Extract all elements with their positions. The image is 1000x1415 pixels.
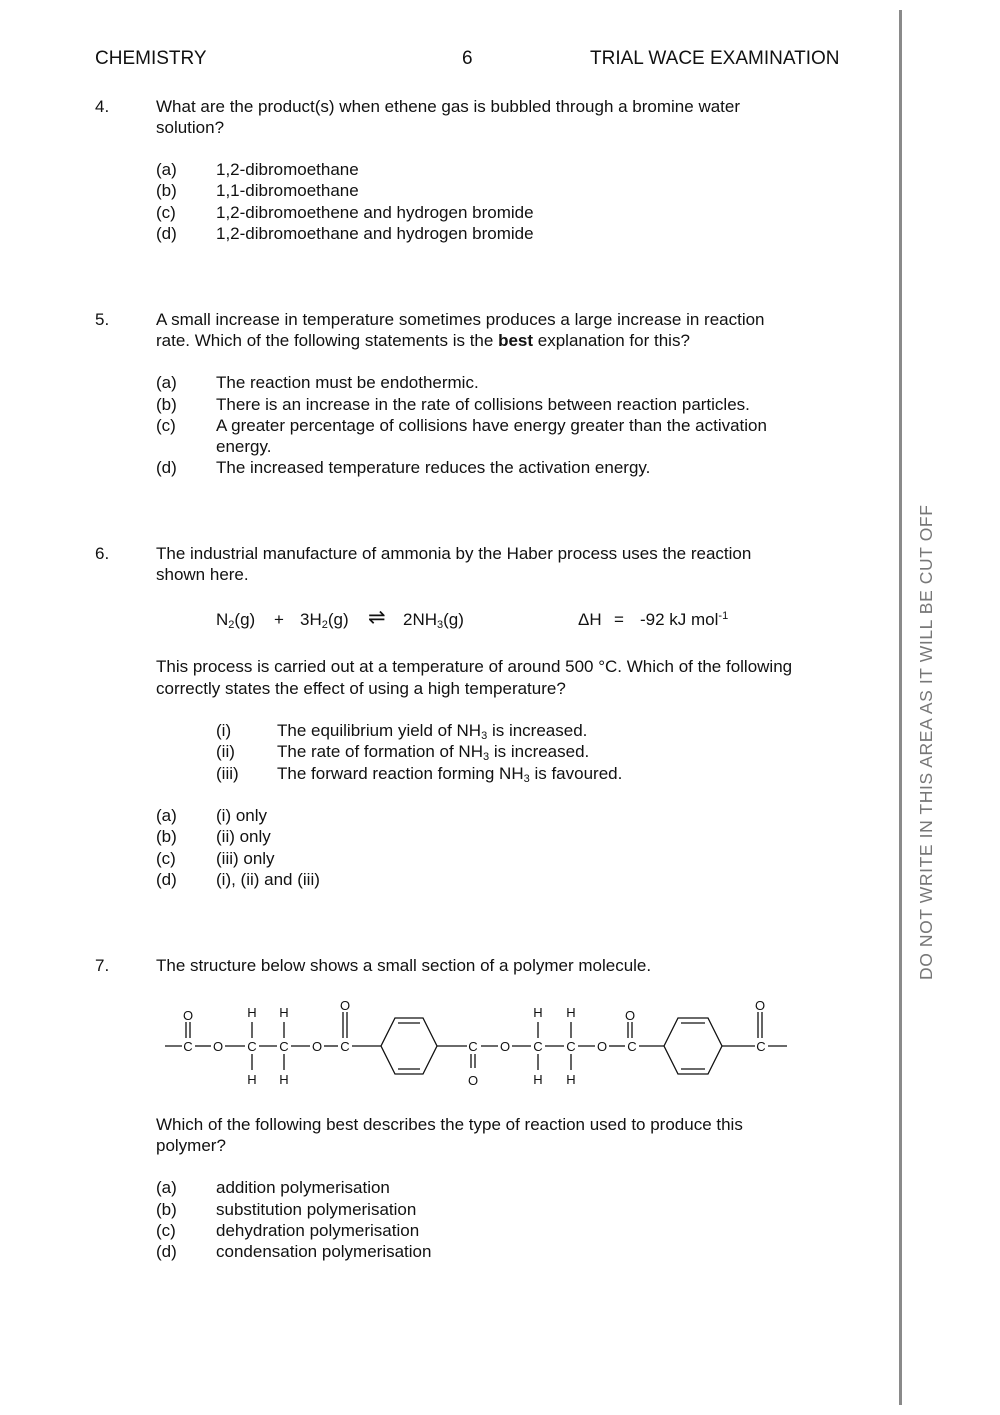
text-run: rate. Which of the following statements is the [156,331,499,350]
option-text: condensation polymerisation [216,1242,432,1261]
option-text: A greater percentage of collisions have energy greater than the activation [216,416,767,435]
header-exam-title: TRIAL WACE EXAMINATION [590,48,840,69]
option-text: energy. [216,437,272,456]
svg-text:C: C [468,1039,478,1054]
cut-off-warning: DO NOT WRITE IN THIS AREA AS IT WILL BE CUT OFF [916,504,936,980]
svg-text:O: O [339,998,351,1013]
option-letter: (b) [156,395,177,414]
question-text: shown here. [156,565,249,584]
statement-text: The rate of formation of $NH_3$ is increased. [277,742,590,763]
svg-text:O: O [467,1073,479,1088]
svg-text:O: O [754,998,766,1013]
svg-text:H: H [566,1072,576,1087]
svg-text:O: O [311,1039,323,1054]
svg-text:C: C [340,1039,350,1054]
option-text: The increased temperature reduces the activation energy. [216,458,651,477]
option-letter: (d) [156,458,177,477]
svg-text:H: H [279,1005,289,1020]
option-text: (ii) only [216,827,271,846]
option-text: The reaction must be endothermic. [216,373,479,392]
svg-text:C: C [627,1039,637,1054]
question-text: correctly states the effect of using a high temperature? [156,679,566,698]
option-letter: (b) [156,181,177,200]
question-number: 6. [95,544,110,563]
enthalpy-value: -92 kJ mol$^{-1}$ [640,610,729,629]
option-letter: (c) [156,416,176,435]
option-letter: (b) [156,827,177,846]
option-letter: (d) [156,224,177,243]
option-letter: (a) [156,373,177,392]
option-letter: (a) [156,1178,177,1197]
svg-text:H: H [247,1072,257,1087]
svg-text:H: H [279,1072,289,1087]
question-text: Which of the following best describes the type of reaction used to produce this [156,1115,743,1134]
emphasis-text: best [498,331,534,350]
statement-number: (iii) [216,764,239,783]
option-text: addition polymerisation [216,1178,390,1197]
equation-n2: $N_2(g)$ [216,610,256,631]
option-letter: (b) [156,1200,177,1219]
equals-sign: = [614,610,624,629]
question-text: polymer? [156,1136,226,1155]
equation-h2: $3H_2(g)$ [300,610,349,631]
option-text: (iii) only [216,849,275,868]
option-text: There is an increase in the rate of collisions between reaction particles. [216,395,750,414]
benzene-ring-2-double-bonds [681,1023,705,1069]
svg-text:C: C [279,1039,289,1054]
header-subject: CHEMISTRY [95,48,207,69]
page-number: 6 [462,48,473,69]
equilibrium-arrow: ⇌ [368,606,386,629]
svg-text:H: H [566,1005,576,1020]
svg-text:H: H [533,1072,543,1087]
enthalpy-label: ΔH [578,610,602,629]
option-text: (i) only [216,806,268,825]
svg-text:C: C [756,1039,766,1054]
option-letter: (c) [156,849,176,868]
question-number: 7. [95,956,110,975]
svg-text:H: H [247,1005,257,1020]
question-number: 4. [95,97,110,116]
option-letter: (d) [156,1242,177,1261]
question-text: The structure below shows a small section of a polymer molecule. [156,956,652,975]
option-text: (i), (ii) and (iii) [216,870,320,889]
option-letter: (c) [156,1221,176,1240]
option-letter: (c) [156,203,176,222]
option-letter: (a) [156,160,177,179]
option-text: substitution polymerisation [216,1200,417,1219]
question-text: A small increase in temperature sometimes produces a large increase in reaction [156,310,765,329]
question-text: solution? [156,118,225,137]
option-text: dehydration polymerisation [216,1221,420,1240]
svg-text:C: C [247,1039,257,1054]
svg-text:O: O [499,1039,511,1054]
benzene-ring-2 [664,1018,722,1074]
question-text: The industrial manufacture of ammonia by the Haber process uses the reaction [156,544,752,563]
benzene-ring-1 [381,1018,437,1074]
equation-nh3: $2NH_3(g)$ [403,610,464,631]
svg-text:O: O [182,1008,194,1023]
question-text: What are the product(s) when ethene gas is bubbled through a bromine water [156,97,741,116]
benzene-ring-1-double-bonds [398,1023,420,1069]
question-text: This process is carried out at a temperature of around 500 °C. Which of the following [156,657,793,676]
option-letter: (d) [156,870,177,889]
option-text: 1,2-dibromoethane and hydrogen bromide [216,224,534,243]
question-text [156,330,690,351]
svg-text:C: C [533,1039,543,1054]
option-text: 1,2-dibromoethane [216,160,359,179]
svg-text:H: H [533,1005,543,1020]
equation-plus: + [274,610,284,629]
polymer-structure [0,990,900,1100]
statement-number: (i) [216,721,232,740]
statement-text: The equilibrium yield of $NH_3$ is increased. [277,721,588,742]
statement-text: The forward reaction forming $NH_3$ is favoured. [277,764,623,785]
option-text: 1,2-dibromoethene and hydrogen bromide [216,203,534,222]
text-run: explanation for this? [533,331,690,350]
svg-text:O: O [212,1039,224,1054]
svg-text:O: O [624,1008,636,1023]
option-text: 1,1-dibromoethane [216,181,359,200]
svg-text:C: C [566,1039,576,1054]
svg-text:O: O [596,1039,608,1054]
statement-number: (ii) [216,742,235,761]
option-letter: (a) [156,806,177,825]
question-number: 5. [95,310,110,329]
svg-text:C: C [183,1039,193,1054]
cut-off-rule [899,10,902,1405]
